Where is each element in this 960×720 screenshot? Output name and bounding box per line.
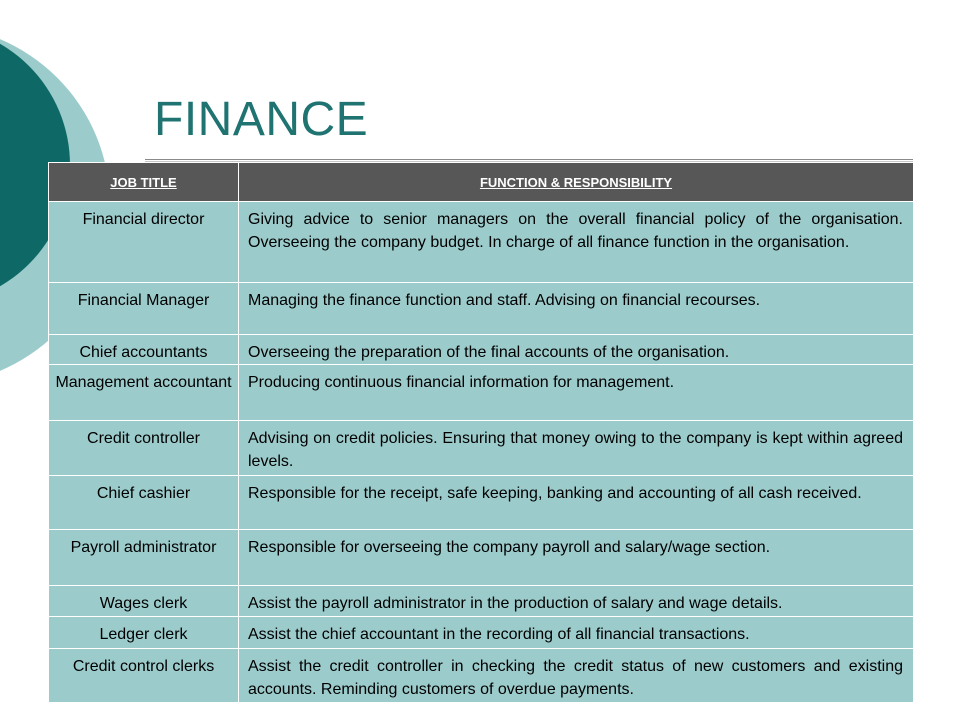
job-title-cell: Ledger clerk <box>49 617 239 649</box>
job-title-cell: Credit controller <box>49 421 239 476</box>
job-title-cell: Payroll administrator <box>49 530 239 586</box>
page-title: FINANCE <box>154 93 369 146</box>
responsibility-cell: Responsible for overseeing the company payroll and salary/wage section. <box>239 530 914 586</box>
job-title-cell: Credit control clerks <box>49 649 239 703</box>
responsibility-cell: Managing the finance function and staff. Advising on financial recourses. <box>239 283 914 335</box>
job-title-cell: Financial director <box>49 202 239 283</box>
responsibility-cell: Overseeing the preparation of the final accounts of the organisation. <box>239 335 914 365</box>
table-row <box>49 283 914 335</box>
header-job-title: JOB TITLE <box>49 163 239 202</box>
table-header-row <box>49 163 914 202</box>
job-title-cell: Financial Manager <box>49 283 239 335</box>
table-row <box>49 617 914 649</box>
table-row <box>49 421 914 476</box>
table-row <box>49 649 914 703</box>
responsibility-cell: Assist the chief accountant in the recording of all financial transactions. <box>239 617 914 649</box>
title-divider <box>145 159 913 160</box>
finance-roles-table <box>48 162 914 703</box>
table-row <box>49 586 914 617</box>
responsibility-cell: Advising on credit policies. Ensuring that money owing to the company is kept within agreed levels. <box>239 421 914 476</box>
table-row <box>49 530 914 586</box>
table-row <box>49 365 914 421</box>
responsibility-cell: Giving advice to senior managers on the overall financial policy of the organisation. Overseeing the company budget. In charge of all finance function in the organisation. <box>239 202 914 283</box>
job-title-cell: Chief cashier <box>49 476 239 530</box>
job-title-cell: Wages clerk <box>49 586 239 617</box>
responsibility-cell: Producing continuous financial information for management. <box>239 365 914 421</box>
job-title-cell: Chief accountants <box>49 335 239 365</box>
job-title-cell: Management accountant <box>49 365 239 421</box>
table-row <box>49 476 914 530</box>
header-function-responsibility: FUNCTION & RESPONSIBILITY <box>239 163 914 202</box>
table-row <box>49 335 914 365</box>
responsibility-cell: Assist the payroll administrator in the production of salary and wage details. <box>239 586 914 617</box>
table-row <box>49 202 914 283</box>
responsibility-cell: Responsible for the receipt, safe keeping, banking and accounting of all cash received. <box>239 476 914 530</box>
responsibility-cell: Assist the credit controller in checking the credit status of new customers and existing accounts. Reminding customers of overdue payments. <box>239 649 914 703</box>
